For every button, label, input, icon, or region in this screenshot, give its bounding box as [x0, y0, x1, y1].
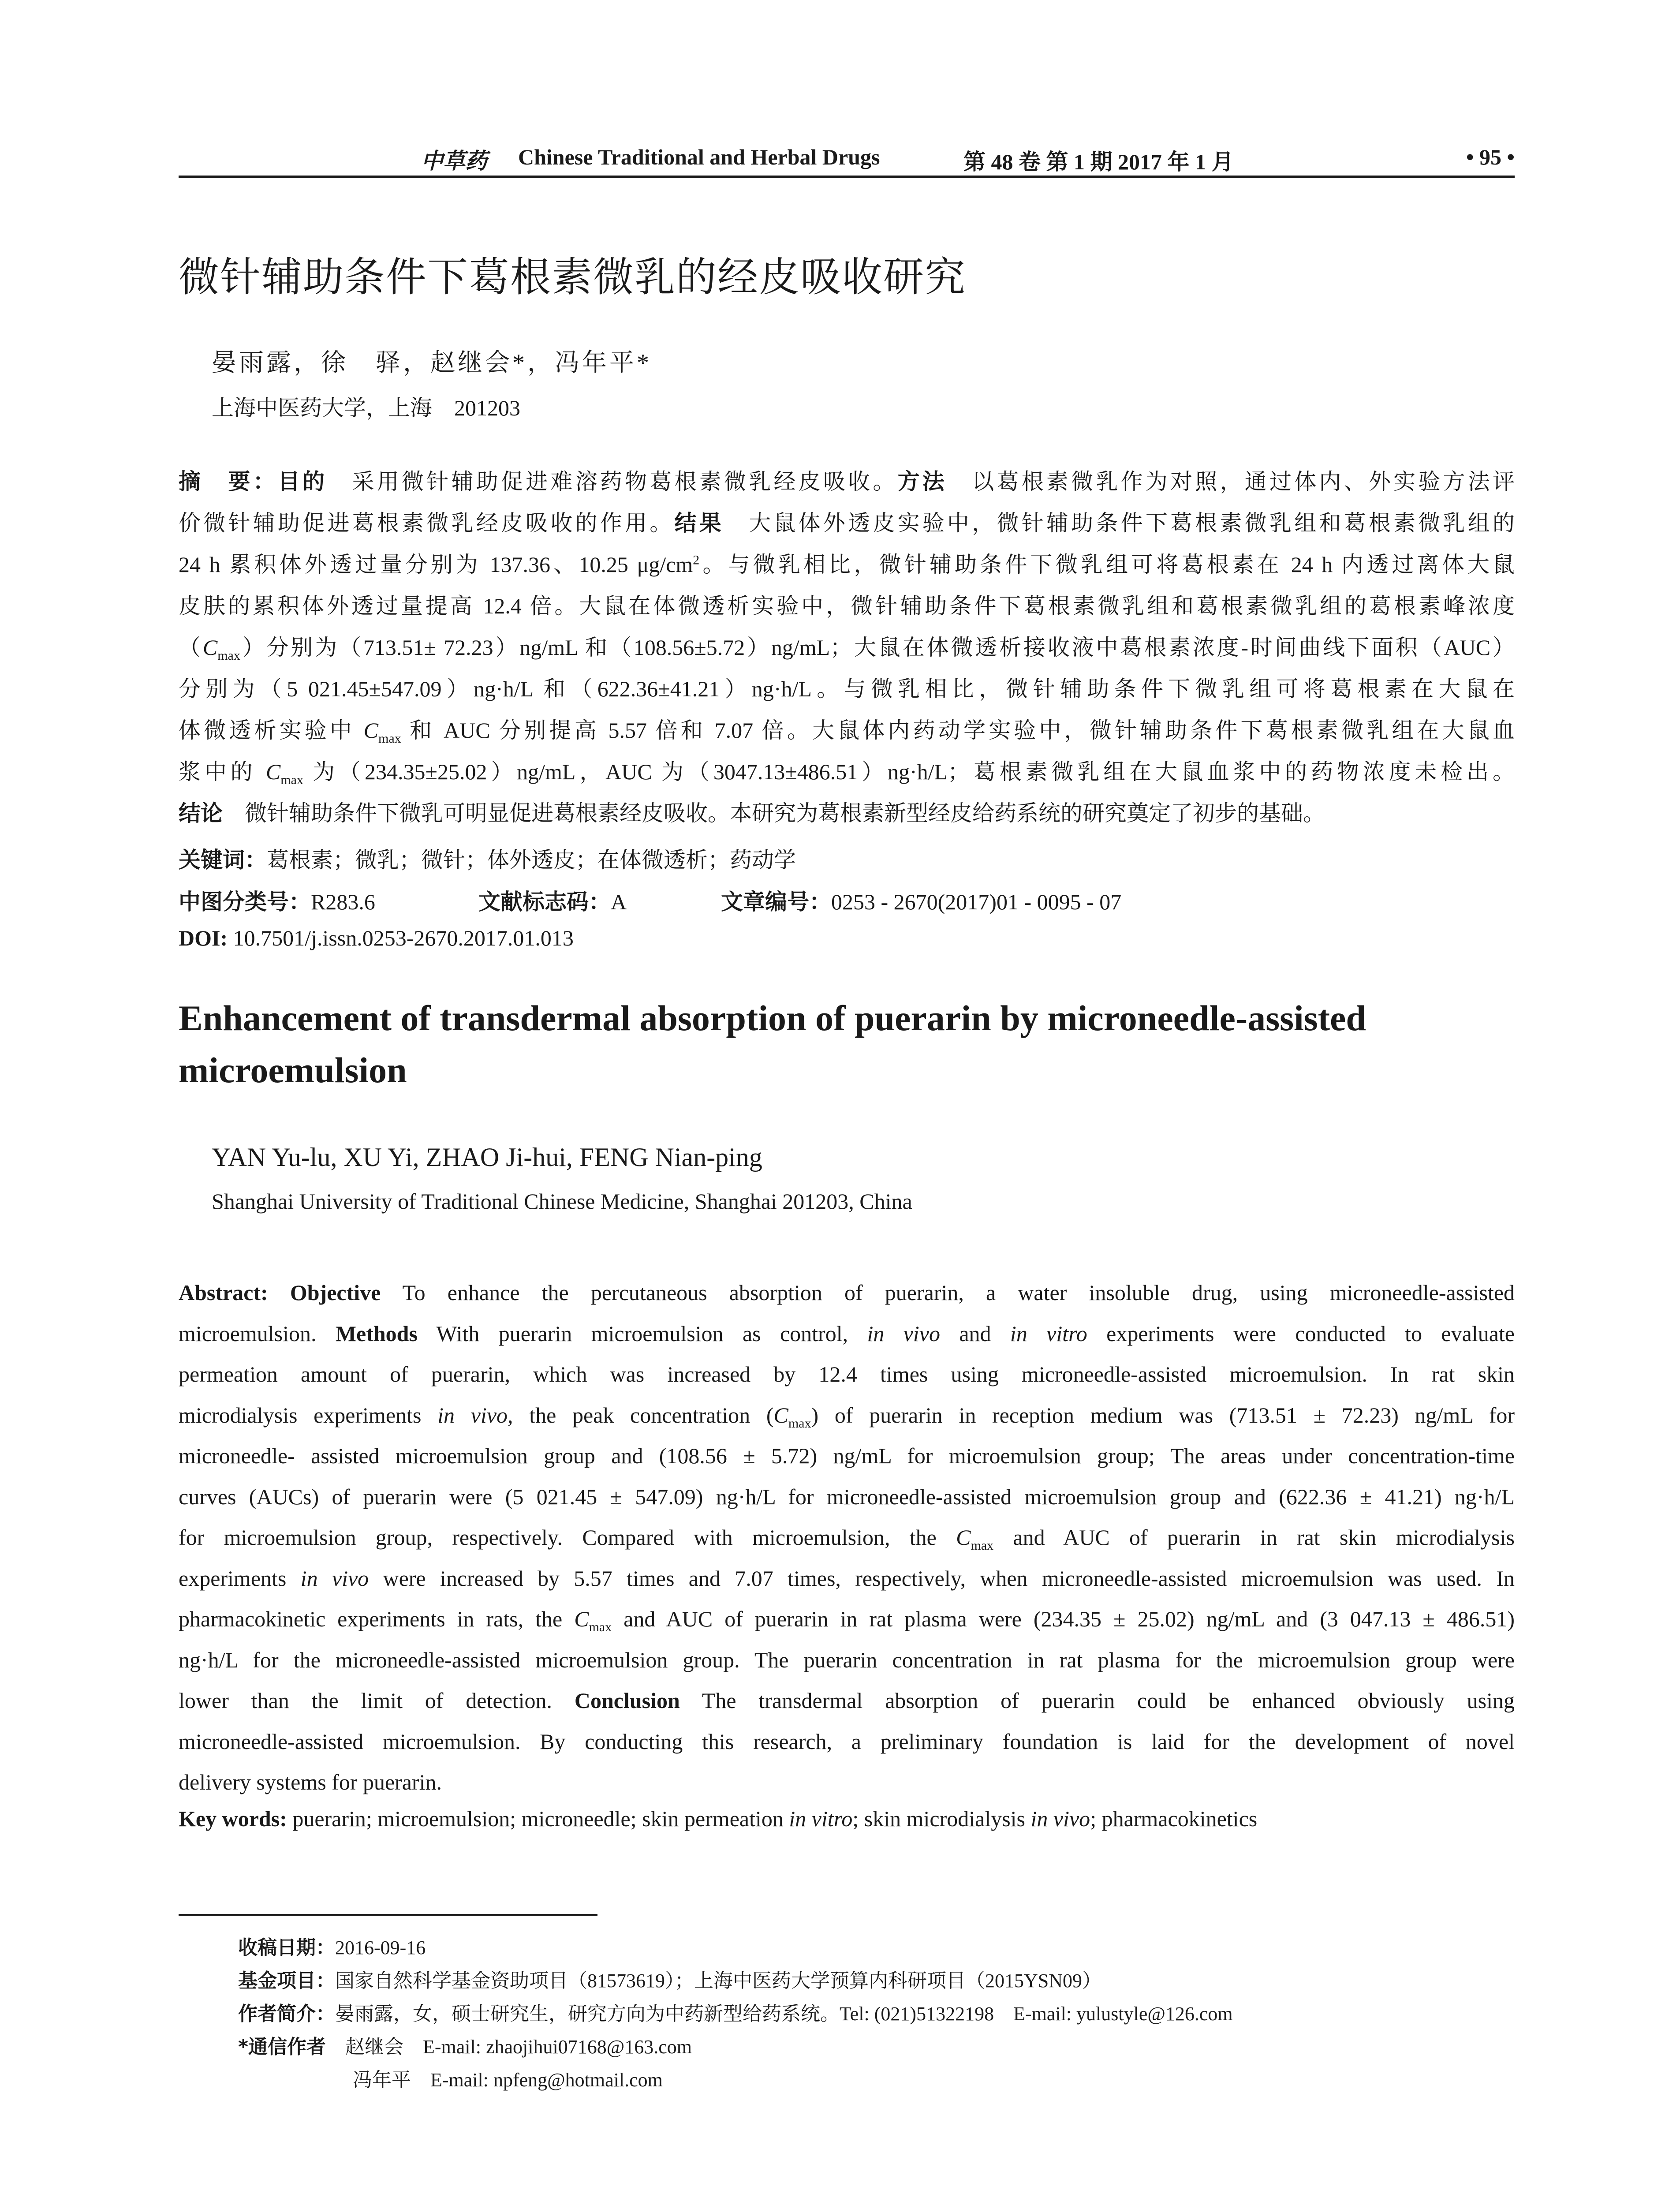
- text-run: permeation amount of puerarin, which was increased by 12.4 times using microneedle-assisted microemulsion. In rat skin: [179, 1362, 1515, 1387]
- abstract-line: [179, 1680, 1515, 1721]
- italic-text: C: [202, 635, 218, 660]
- footnote-author: [238, 1998, 1233, 2026]
- abstract-line: [179, 627, 1515, 668]
- abstract-line: [179, 585, 1515, 627]
- italic-text: in vivo: [1030, 1806, 1090, 1831]
- abstract-line: [179, 1762, 1515, 1803]
- bold-label: Conclusion: [574, 1688, 680, 1713]
- italic-text: C: [773, 1402, 788, 1428]
- abstract-line: [179, 1721, 1515, 1762]
- fund-text: 国家自然科学基金资助项目（81573619）；上海中医药大学预算内科研项目（2015YSN09）: [335, 1970, 1102, 1992]
- footnote-corresponding: [238, 2031, 692, 2059]
- text-run: 大鼠体外透皮实验中，微针辅助条件下葛根素微乳组和葛根素微乳组的: [724, 511, 1515, 535]
- text-run: 24 h 累积体外透过量分别为 137.36、10.25 μg/cm: [179, 552, 693, 577]
- chinese-keywords: [179, 842, 1515, 874]
- bold-label: 方法: [897, 469, 948, 494]
- abstract-line: [179, 751, 1515, 792]
- text-run: （: [179, 635, 203, 660]
- abstract-line: [179, 1435, 1515, 1476]
- english-affiliation: Shanghai University of Traditional Chinese Medicine, Shanghai 201203, China: [212, 1189, 912, 1214]
- chinese-title: 微针辅助条件下葛根素微乳的经皮吸收研究: [179, 254, 967, 301]
- text-run: lower than the limit of detection.: [179, 1688, 575, 1713]
- text-run: and AUC of puerarin in rat skin microdialysis: [993, 1525, 1515, 1550]
- bold-label: 目的: [277, 469, 328, 494]
- text-run: With puerarin microemulsion as control,: [417, 1321, 867, 1346]
- abstract-line: [179, 1476, 1515, 1517]
- abstract-line: [179, 1395, 1515, 1436]
- en-keywords-label: Key words:: [179, 1806, 287, 1831]
- english-keywords: [179, 1806, 1515, 1831]
- subscript: max: [589, 1620, 612, 1634]
- english-authors: YAN Yu-lu, XU Yi, ZHAO Ji-hui, FENG Nian-ping: [212, 1143, 762, 1172]
- abstract-line: [179, 1313, 1515, 1354]
- text-run: microneedle-assisted microemulsion. By conducting this research, a preliminary foundation is laid for the development of novel: [179, 1729, 1515, 1754]
- doi-label: DOI:: [179, 926, 228, 950]
- text-run: pharmacokinetic experiments in rats, the: [179, 1607, 575, 1631]
- en-keywords-value: [287, 1806, 1257, 1831]
- text-run: 采用微针辅助促进难溶药物葛根素微乳经皮吸收。: [327, 469, 898, 494]
- author-label: 作者简介：: [238, 2003, 335, 2025]
- italic-text: C: [265, 759, 281, 784]
- subscript: max: [280, 773, 303, 787]
- abstract-line: [179, 1558, 1515, 1599]
- text-run: 体微透析实验中: [179, 718, 364, 743]
- italic-text: C: [363, 718, 379, 743]
- text-run: ; pharmacokinetics: [1090, 1806, 1258, 1831]
- doccode-label: 文献标志码：: [478, 889, 611, 915]
- header-rule: [179, 176, 1515, 178]
- abstract-line: [179, 668, 1515, 710]
- text-run: To enhance the percutaneous absorption of puerarin, a water insoluble drug, using microneedle-assisted: [381, 1280, 1515, 1305]
- corr-label: *通信作者: [238, 2036, 326, 2058]
- artno-label: 文章编号：: [721, 889, 831, 915]
- text-run: for microemulsion group, respectively. Compared with microemulsion, the: [179, 1525, 956, 1550]
- italic-text: in vitro: [1010, 1321, 1087, 1346]
- text-run: and AUC of puerarin in rat plasma were (234.35 ± 25.02) ng/mL and (3 047.13 ± 486.51): [612, 1607, 1515, 1631]
- abstract-line: [179, 502, 1515, 544]
- text-run: experiments: [179, 1566, 301, 1591]
- text-run: microemulsion.: [179, 1321, 336, 1346]
- subscript: max: [217, 648, 240, 663]
- english-title: Enhancement of transdermal absorption of puerarin by microneedle-assisted microemulsion: [179, 998, 1366, 1090]
- abstract-line: [179, 1354, 1515, 1395]
- subscript: max: [788, 1416, 811, 1431]
- keywords-label: 关键词：: [179, 847, 267, 873]
- abstract-line: [179, 1640, 1515, 1681]
- text-run: were increased by 5.57 times and 7.07 times, respectively, when microneedle-assisted microemulsion was used. In: [369, 1566, 1515, 1591]
- text-run: 微针辅助条件下微乳可明显促进葛根素经皮吸收。本研究为葛根素新型经皮给药系统的研究奠定了初步的基础。: [223, 801, 1325, 826]
- text-run: experiments were conducted to evaluate: [1087, 1321, 1515, 1346]
- clc-label: 中图分类号：: [179, 889, 311, 915]
- journal-logo: 中草药: [421, 149, 487, 173]
- page-number: • 95 •: [1466, 145, 1515, 169]
- text-run: 以葛根素微乳作为对照，通过体内、外实验方法评: [947, 469, 1515, 494]
- footnote-received: [238, 1932, 426, 1960]
- text-run: microneedle- assisted microemulsion group and (108.56 ± 5.72) ng/mL for microemulsion group; The areas under concentration-time: [179, 1443, 1515, 1468]
- text-run: ）分别为（713.51± 72.23）ng/mL 和（108.56±5.72）ng/mL；大鼠在体微透析接收液中葛根素浓度-时间曲线下面积（AUC）: [240, 635, 1515, 660]
- text-run: curves (AUCs) of puerarin were (5 021.45 ± 547.09) ng·h/L for microneedle-assisted microemulsion group and (622.36 ± 41.21) ng·h/L: [179, 1484, 1515, 1509]
- bold-label: Methods: [335, 1321, 418, 1346]
- abstract-line: [179, 461, 1515, 502]
- doi-row: [179, 925, 1515, 951]
- text-run: The transdermal absorption of puerarin could be enhanced obviously using: [679, 1688, 1515, 1713]
- superscript: 2: [693, 553, 700, 568]
- corr-author-2: 冯年平 E-mail: npfeng@hotmail.com: [353, 2069, 663, 2091]
- text-run: ; skin microdialysis: [852, 1806, 1031, 1831]
- doi-value[interactable]: 10.7501/j.issn.0253-2670.2017.01.013: [228, 926, 574, 950]
- italic-text: C: [574, 1607, 589, 1631]
- text-run: ) of puerarin in reception medium was (713.51 ± 72.23) ng/mL for: [811, 1402, 1515, 1428]
- received-label: 收稿日期：: [238, 1936, 335, 1959]
- footnote-fund: [238, 1965, 1101, 1993]
- text-run: ng·h/L for the microneedle-assisted microemulsion group. The puerarin concentration in rat plasma for the microemulsion group were: [179, 1647, 1515, 1672]
- text-run: 和 AUC 分别提高 5.57 倍和 7.07 倍。大鼠体内药动学实验中，微针辅助条件下葛根素微乳组在大鼠血: [401, 718, 1515, 743]
- bold-label: 结果: [674, 510, 724, 536]
- text-run: 分别为（5 021.45±547.09）ng·h/L 和（622.36±41.21）ng·h/L。与微乳相比，微针辅助条件下微乳组可将葛根素在大鼠在: [179, 676, 1515, 701]
- text-run: 浆中的: [179, 759, 266, 784]
- italic-text: in vivo: [437, 1402, 508, 1428]
- text-run: microdialysis experiments: [179, 1402, 438, 1428]
- chinese-affiliation: 上海中医药大学，上海 201203: [212, 396, 520, 420]
- clc-value: R283.6: [311, 889, 375, 914]
- corr-author-1: 赵继会 E-mail: zhaojihui07168@163.com: [326, 2036, 692, 2058]
- chinese-abstract: [179, 461, 1515, 834]
- bold-label: Abstract: Objective: [179, 1280, 381, 1305]
- abstract-line: [179, 544, 1515, 585]
- italic-text: in vitro: [789, 1806, 853, 1831]
- english-abstract: [179, 1272, 1515, 1803]
- bold-label: 结论: [179, 800, 223, 826]
- doccode-value: A: [611, 889, 627, 914]
- running-header: [179, 139, 1515, 174]
- author-text: 晏雨露，女，硕士研究生，研究方向为中药新型给药系统。Tel: (021)51322198 E-mail: yulustyle@126.com: [335, 2003, 1233, 2025]
- journal-name: Chinese Traditional and Herbal Drugs: [518, 145, 880, 169]
- text-run: puerarin; microemulsion; microneedle; skin permeation: [287, 1806, 789, 1831]
- keywords-value: 葛根素；微乳；微针；体外透皮；在体微透析；药动学: [267, 848, 796, 872]
- text-run: delivery systems for puerarin.: [179, 1770, 442, 1794]
- text-run: and: [940, 1321, 1010, 1346]
- footnote-rule: [179, 1914, 597, 1916]
- text-run: , the peak concentration (: [508, 1402, 774, 1428]
- issue-info: 第 48 卷 第 1 期 2017 年 1 月: [963, 149, 1234, 174]
- abstract-line: [179, 1517, 1515, 1558]
- bold-label: 摘 要：: [179, 469, 278, 494]
- subscript: max: [971, 1538, 994, 1553]
- italic-text: in vivo: [300, 1566, 369, 1591]
- fund-label: 基金项目：: [238, 1970, 335, 1992]
- text-run: 。与微乳相比，微针辅助条件下微乳组可将葛根素在 24 h 内透过离体大鼠: [699, 552, 1515, 577]
- chinese-authors: 晏雨露，徐 驿，赵继会*，冯年平*: [212, 349, 652, 377]
- text-run: 价微针辅助促进葛根素微乳经皮吸收的作用。: [179, 511, 675, 535]
- text-run: 为（234.35±25.02）ng/mL，AUC 为（3047.13±486.51）ng·h/L；葛根素微乳组在大鼠血浆中的药物浓度未检出。: [303, 759, 1515, 784]
- text-run: 皮肤的累积体外透过量提高 12.4 倍。大鼠在体微透析实验中，微针辅助条件下葛根素微乳组和葛根素微乳组的葛根素峰浓度: [179, 594, 1515, 618]
- abstract-line: [179, 1599, 1515, 1640]
- classification-row: [179, 884, 1515, 916]
- abstract-line: [179, 1272, 1515, 1313]
- received-date: 2016-09-16: [335, 1937, 426, 1958]
- abstract-line: [179, 710, 1515, 751]
- footnote-corresponding-2: [353, 2064, 663, 2092]
- abstract-line: [179, 792, 1515, 834]
- italic-text: in vivo: [867, 1321, 940, 1346]
- artno-value: 0253 - 2670(2017)01 - 0095 - 07: [831, 889, 1122, 914]
- italic-text: C: [956, 1525, 971, 1550]
- subscript: max: [378, 731, 401, 746]
